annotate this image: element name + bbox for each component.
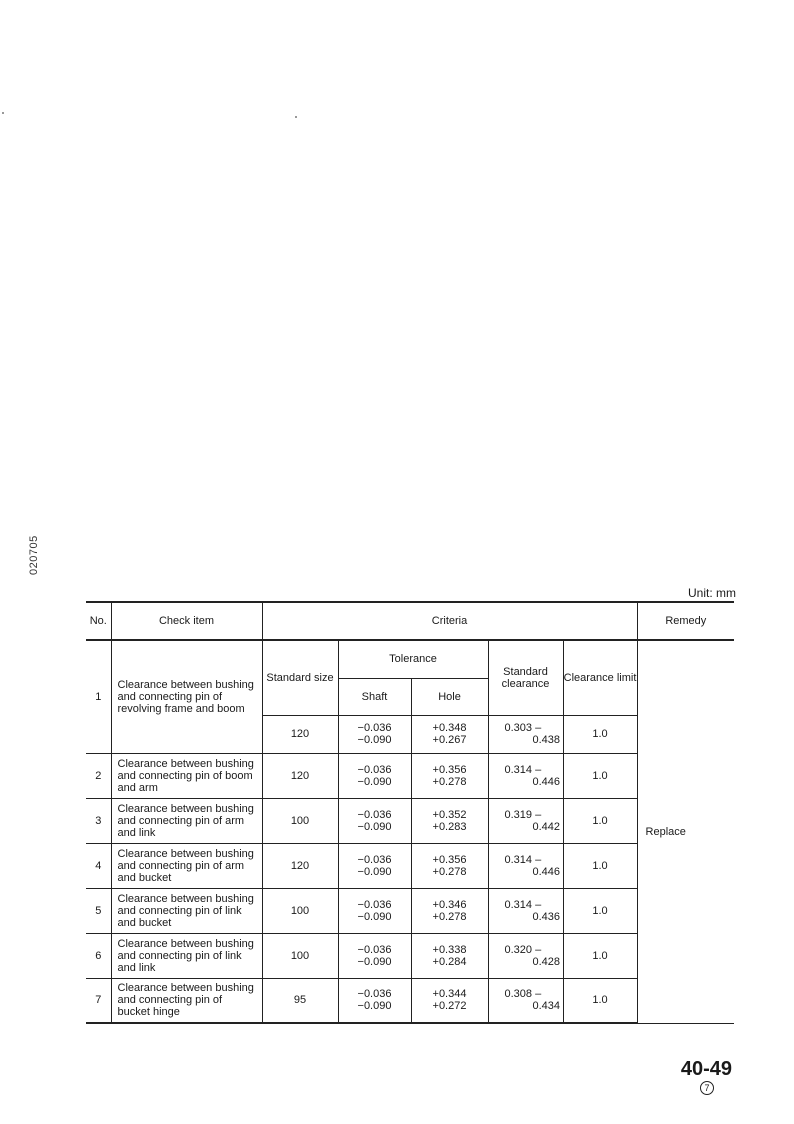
- header-no: No.: [86, 602, 111, 640]
- standard-clearance: [488, 888, 563, 933]
- shaft-upper: −0.036: [357, 898, 392, 911]
- clearance-max: 0.446: [532, 775, 561, 788]
- hole-lower: +0.278: [432, 775, 467, 788]
- clearance-min: 0.320 –: [504, 943, 542, 956]
- standard-clearance: [488, 843, 563, 888]
- clearance-max: 0.446: [532, 865, 561, 878]
- unit-label: Unit: mm: [688, 586, 736, 600]
- tolerance-header: Tolerance: [338, 640, 488, 678]
- shaft-tolerance: [338, 715, 411, 753]
- shaft-upper: −0.036: [357, 808, 392, 821]
- clearance-limit: 1.0: [563, 843, 637, 888]
- table-row: [86, 933, 734, 978]
- standard-clearance: [488, 715, 563, 753]
- clearance-max: 0.434: [532, 1000, 561, 1013]
- table-row: [86, 843, 734, 888]
- standard-size: 120: [262, 753, 338, 798]
- clearance-min: 0.303 –: [504, 722, 542, 734]
- shaft-lower: −0.090: [357, 820, 392, 833]
- shaft-lower: −0.090: [357, 775, 392, 788]
- standard-size: 120: [262, 843, 338, 888]
- hole-lower: +0.284: [432, 955, 467, 968]
- shaft-tolerance: [338, 888, 411, 933]
- shaft-tolerance: [338, 753, 411, 798]
- row-number: 4: [86, 843, 111, 888]
- hole-lower: +0.278: [432, 865, 467, 878]
- hole-lower: +0.267: [432, 734, 467, 746]
- clearance-limit: 1.0: [563, 888, 637, 933]
- check-item: Clearance between bushing and connecting pin of bucket hinge: [111, 978, 262, 1023]
- check-item: Clearance between bushing and connecting pin of boom and arm: [111, 753, 262, 798]
- row-number: 6: [86, 933, 111, 978]
- check-item: Clearance between bushing and connecting pin of arm and link: [111, 798, 262, 843]
- row-number: 7: [86, 978, 111, 1023]
- shaft-header: Shaft: [338, 678, 411, 715]
- shaft-upper: −0.036: [357, 853, 392, 866]
- standard-clearance: [488, 933, 563, 978]
- standard-clearance: [488, 753, 563, 798]
- hole-tolerance: [411, 798, 488, 843]
- scan-speck: [2, 112, 4, 114]
- hole-upper: +0.352: [432, 808, 467, 821]
- shaft-lower: −0.090: [357, 1000, 392, 1013]
- shaft-upper: −0.036: [357, 988, 392, 1001]
- check-item: Clearance between bushing and connecting pin of link and bucket: [111, 888, 262, 933]
- table-row: [86, 640, 734, 678]
- hole-tolerance: [411, 843, 488, 888]
- clearance-max: 0.428: [532, 955, 561, 968]
- standard-clearance: [488, 798, 563, 843]
- hole-tolerance: [411, 715, 488, 753]
- check-item: Clearance between bushing and connecting pin of arm and bucket: [111, 843, 262, 888]
- row-number: 3: [86, 798, 111, 843]
- hole-upper: +0.348: [432, 722, 467, 734]
- hole-upper: +0.344: [432, 988, 467, 1001]
- hole-tolerance: [411, 978, 488, 1023]
- standard-clearance-header: Standard clearance: [488, 640, 563, 715]
- shaft-tolerance: [338, 933, 411, 978]
- shaft-lower: −0.090: [357, 734, 392, 746]
- hole-lower: +0.283: [432, 820, 467, 833]
- shaft-lower: −0.090: [357, 910, 392, 923]
- standard-size: 120: [262, 715, 338, 753]
- standard-clearance: [488, 978, 563, 1023]
- shaft-tolerance: [338, 978, 411, 1023]
- clearance-limit: 1.0: [563, 978, 637, 1023]
- hole-upper: +0.346: [432, 898, 467, 911]
- row-number: 1: [86, 640, 111, 753]
- clearance-max: 0.442: [532, 820, 561, 833]
- clearance-limit: 1.0: [563, 798, 637, 843]
- clearance-min: 0.308 –: [504, 988, 542, 1001]
- scan-speck: [295, 116, 297, 118]
- hole-lower: +0.278: [432, 910, 467, 923]
- clearance-min: 0.314 –: [504, 853, 542, 866]
- table-row: [86, 753, 734, 798]
- table-row: [86, 798, 734, 843]
- hole-upper: +0.338: [432, 943, 467, 956]
- standard-size: 100: [262, 933, 338, 978]
- shaft-tolerance: [338, 798, 411, 843]
- revision-mark: 7: [700, 1081, 714, 1095]
- header-check-item: Check item: [111, 602, 262, 640]
- row-number: 5: [86, 888, 111, 933]
- document-code: 020705: [28, 535, 40, 575]
- criteria-table: [86, 601, 734, 1024]
- clearance-min: 0.314 –: [504, 898, 542, 911]
- shaft-lower: −0.090: [357, 955, 392, 968]
- table-header-row: [86, 602, 734, 640]
- clearance-limit: 1.0: [563, 753, 637, 798]
- table-row: [86, 978, 734, 1023]
- row-number: 2: [86, 753, 111, 798]
- hole-tolerance: [411, 753, 488, 798]
- hole-upper: +0.356: [432, 763, 467, 776]
- remedy-value: Replace: [637, 640, 734, 1023]
- clearance-max: 0.436: [532, 910, 561, 923]
- hole-lower: +0.272: [432, 1000, 467, 1013]
- standard-size-header: Standard size: [262, 640, 338, 715]
- header-criteria: Criteria: [262, 602, 637, 640]
- page-number: 40-49: [680, 1058, 732, 1080]
- standard-size: 95: [262, 978, 338, 1023]
- standard-size: 100: [262, 798, 338, 843]
- shaft-lower: −0.090: [357, 865, 392, 878]
- standard-size: 100: [262, 888, 338, 933]
- hole-tolerance: [411, 933, 488, 978]
- table-row: [86, 888, 734, 933]
- shaft-upper: −0.036: [357, 722, 392, 734]
- clearance-max: 0.438: [532, 734, 561, 746]
- check-item: Clearance between bushing and connecting pin of revolving frame and boom: [111, 640, 262, 753]
- clearance-min: 0.314 –: [504, 763, 542, 776]
- shaft-upper: −0.036: [357, 763, 392, 776]
- clearance-limit: 1.0: [563, 715, 637, 753]
- shaft-tolerance: [338, 843, 411, 888]
- hole-upper: +0.356: [432, 853, 467, 866]
- clearance-min: 0.319 –: [504, 808, 542, 821]
- shaft-upper: −0.036: [357, 943, 392, 956]
- clearance-limit: 1.0: [563, 933, 637, 978]
- hole-tolerance: [411, 888, 488, 933]
- clearance-limit-header: Clearance limit: [563, 640, 637, 715]
- hole-header: Hole: [411, 678, 488, 715]
- header-remedy: Remedy: [637, 602, 734, 640]
- check-item: Clearance between bushing and connecting pin of link and link: [111, 933, 262, 978]
